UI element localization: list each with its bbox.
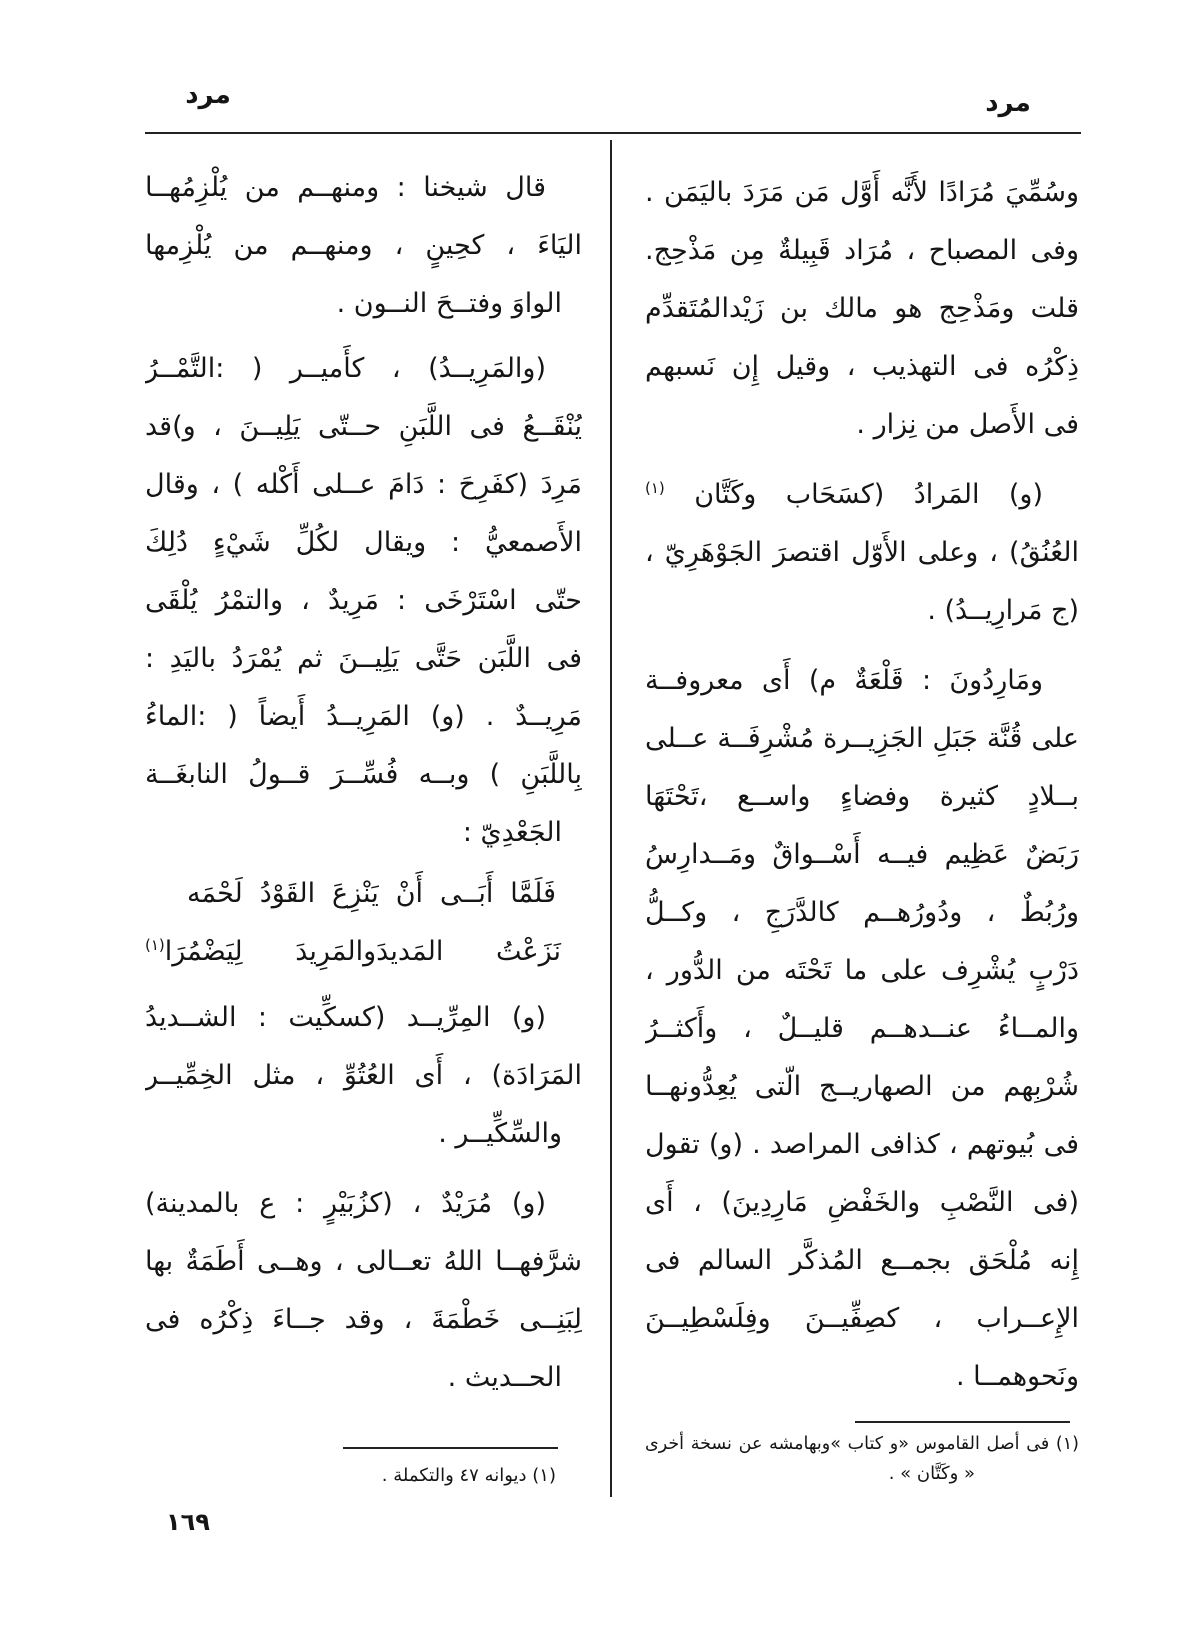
text-line: شُرْبِهم من الصهاريــج الّتى يُعِدُّونهــا bbox=[645, 1071, 1079, 1102]
text-line: لِبَنِــى خَطْمَةَ ، وقد جــاءَ ذِكْرُه فى bbox=[145, 1304, 582, 1335]
text-line: قال شيخنا : ومنهــم من يُلْزِمُهــا bbox=[145, 172, 546, 203]
poem bbox=[145, 865, 582, 981]
left-footnote-rule bbox=[343, 1447, 558, 1449]
header-rule bbox=[145, 132, 1081, 134]
text-line: إِنه مُلْحَق بجمــع المُذكَّر السالم فى bbox=[645, 1245, 1079, 1276]
text-line: ونَحوهمــا . bbox=[956, 1361, 1079, 1392]
text-line: على قُنَّة جَبَلِ الجَزِيــرة مُشْرِفَــة عــلى bbox=[645, 723, 1079, 754]
footnote-reference: (١) bbox=[145, 936, 165, 954]
text-line: الحــديث . bbox=[447, 1362, 562, 1393]
text-line: (والمَرِيــدُ) ، كأَميــر ( :التَّمْــرُ bbox=[145, 353, 546, 384]
text-line: دَرْبٍ يُشْرِف على ما تَحْتَه من الدُّور ، bbox=[645, 955, 1079, 986]
left-paragraph-1 bbox=[145, 159, 582, 333]
text-line: المَرَادَة) ، أَى العُتُوِّ ، مثل الخِمِّيــر bbox=[145, 1060, 582, 1091]
right-footnote-rule bbox=[855, 1421, 1070, 1423]
text-line: الأَصمعيُّ : ويقال لكُلِّ شَيْءٍ دُلِكَ bbox=[145, 527, 582, 558]
left-paragraph-2 bbox=[145, 340, 582, 862]
page-number: ١٦٩ bbox=[166, 1508, 210, 1536]
text-line: (ج مَرارِيــدُ) . bbox=[927, 595, 1079, 626]
right-footnotes bbox=[645, 1430, 1079, 1488]
text-line: والسِّكِّيــر . bbox=[438, 1118, 562, 1149]
text-line: يُنْقَــعُ فى اللَّبَنِ حــتّى يَلِيــنَ ، و)قد bbox=[145, 411, 582, 442]
text-line: شرَّفهــا اللهُ تعــالى ، وهــى أَطَمَةٌ بها bbox=[145, 1246, 582, 1277]
poem-verse: فَلَمَّا أَبَــى أَنْ يَنْزِعَ القَوْدُ لَحْمَه bbox=[187, 878, 556, 909]
text-line: العُنُقُ) ، وعلى الأَوّل اقتصرَ الجَوْهَرِيّ ، bbox=[645, 537, 1079, 568]
left-paragraph-4 bbox=[145, 1175, 582, 1407]
poem-verse bbox=[145, 923, 582, 981]
text-line: بــلادٍ كثيرة وفضاءٍ واســع ،تَحْتَهَا bbox=[645, 781, 1079, 812]
text-line: مَرِدَ (كفَرِحَ : دَامَ عــلى أَكْله ) ، وقال bbox=[145, 469, 582, 500]
text-line: مَرِيــدٌ . (و) المَرِيــدُ أَيضاً ( :الماءُ bbox=[145, 701, 582, 732]
text-line: (و) مُرَيْدٌ ، (كزُبَيْرٍ : ع بالمدينة) bbox=[145, 1188, 546, 1219]
text-line: ذِكْرُه فى التهذيب ، وقيل إِن نَسبهم bbox=[645, 351, 1079, 382]
column-divider bbox=[610, 140, 612, 1497]
right-column bbox=[645, 164, 1079, 1406]
running-header-right: مرد bbox=[985, 88, 1031, 118]
text-line: فى بُيوتهم ، كذافى المراصد . (و) تقول bbox=[645, 1129, 1079, 1160]
right-paragraph-1 bbox=[645, 164, 1079, 454]
poem-verse-text: نَزَعْتُ المَديدَوالمَرِيدَ لِيَضْمُرَا bbox=[164, 936, 561, 967]
text-line: فى الأَصل من نِزار . bbox=[856, 409, 1079, 440]
right-paragraph-2 bbox=[645, 466, 1079, 640]
text-line: وفى المصباح ، مُرَاد قَبِيلةٌ مِن مَذْحِج. bbox=[645, 235, 1079, 266]
text-line: ومَارِدُونَ : قَلْعَةٌ م) أَى معروفــة bbox=[645, 665, 1043, 696]
text-line bbox=[645, 466, 1079, 524]
text-line: والمــاءُ عنــدهــم قليــلٌ ، وأَكثــرُ bbox=[645, 1013, 1079, 1044]
text-line: اليَاءَ ، كحِينٍ ، ومنهــم من يُلْزِمها bbox=[145, 230, 582, 261]
text-line: الإِعــراب ، كصِفِّيــنَ وفِلَسْطِيــنَ bbox=[645, 1303, 1079, 1334]
left-footnotes bbox=[145, 1461, 582, 1490]
footnote-line: (١) ديوانه ٤٧ والتكملة . bbox=[381, 1465, 556, 1486]
text-line: (و) المِرِّيــد (كسكِّيت : الشــديدُ bbox=[145, 1002, 546, 1033]
text-line: (فى النَّصْبِ والخَفْضِ مَارِدِينَ) ، أَى bbox=[645, 1187, 1079, 1218]
right-paragraph-3 bbox=[645, 652, 1079, 1406]
text-line: حتّى اسْتَرْخَى : مَرِيدٌ ، والتمْرُ يُلْقَى bbox=[145, 585, 582, 616]
text-line: الجَعْدِيّ : bbox=[462, 817, 562, 848]
text-line: قلت ومَذْحِج هو مالك بن زَيْدالمُتَقدِّم bbox=[645, 293, 1079, 324]
footnote-reference: (١) bbox=[645, 479, 665, 497]
left-paragraph-3 bbox=[145, 989, 582, 1163]
text-line-segment: (و) المَرادُ (كسَحَاب وكَتَّان bbox=[694, 479, 1043, 510]
text-line: بِاللَّبَنِ ) وبــه فُسِّــرَ قــولُ النابغَــة bbox=[145, 759, 582, 790]
footnote-line: « وكَتَّان » . bbox=[888, 1463, 975, 1484]
text-line: فى اللَّبَن حَتَّى يَلِيــنَ ثم يُمْرَدُ باليَدِ : bbox=[145, 643, 582, 674]
left-column bbox=[145, 159, 582, 1407]
text-line: رَبَضٌ عَظِيم فيــه أَسْــواقٌ ومَــدارِسُ bbox=[645, 839, 1079, 870]
text-line: الواوَ وفتــحَ النــون . bbox=[336, 288, 562, 319]
running-header-left: مرد bbox=[185, 80, 231, 110]
text-line: وسُمِّيَ مُرَادًا لأَنَّه أَوَّل مَن مَرَدَ باليَمَن . bbox=[645, 177, 1079, 208]
text-line: ورُبُطٌ ، ودُورُهــم كالدَّرَجِ ، وكــلُّ bbox=[645, 897, 1079, 928]
footnote-line: (١) فى أصل القاموس «و كتاب »وبهامشه عن نسخة أخرى bbox=[645, 1434, 1079, 1454]
